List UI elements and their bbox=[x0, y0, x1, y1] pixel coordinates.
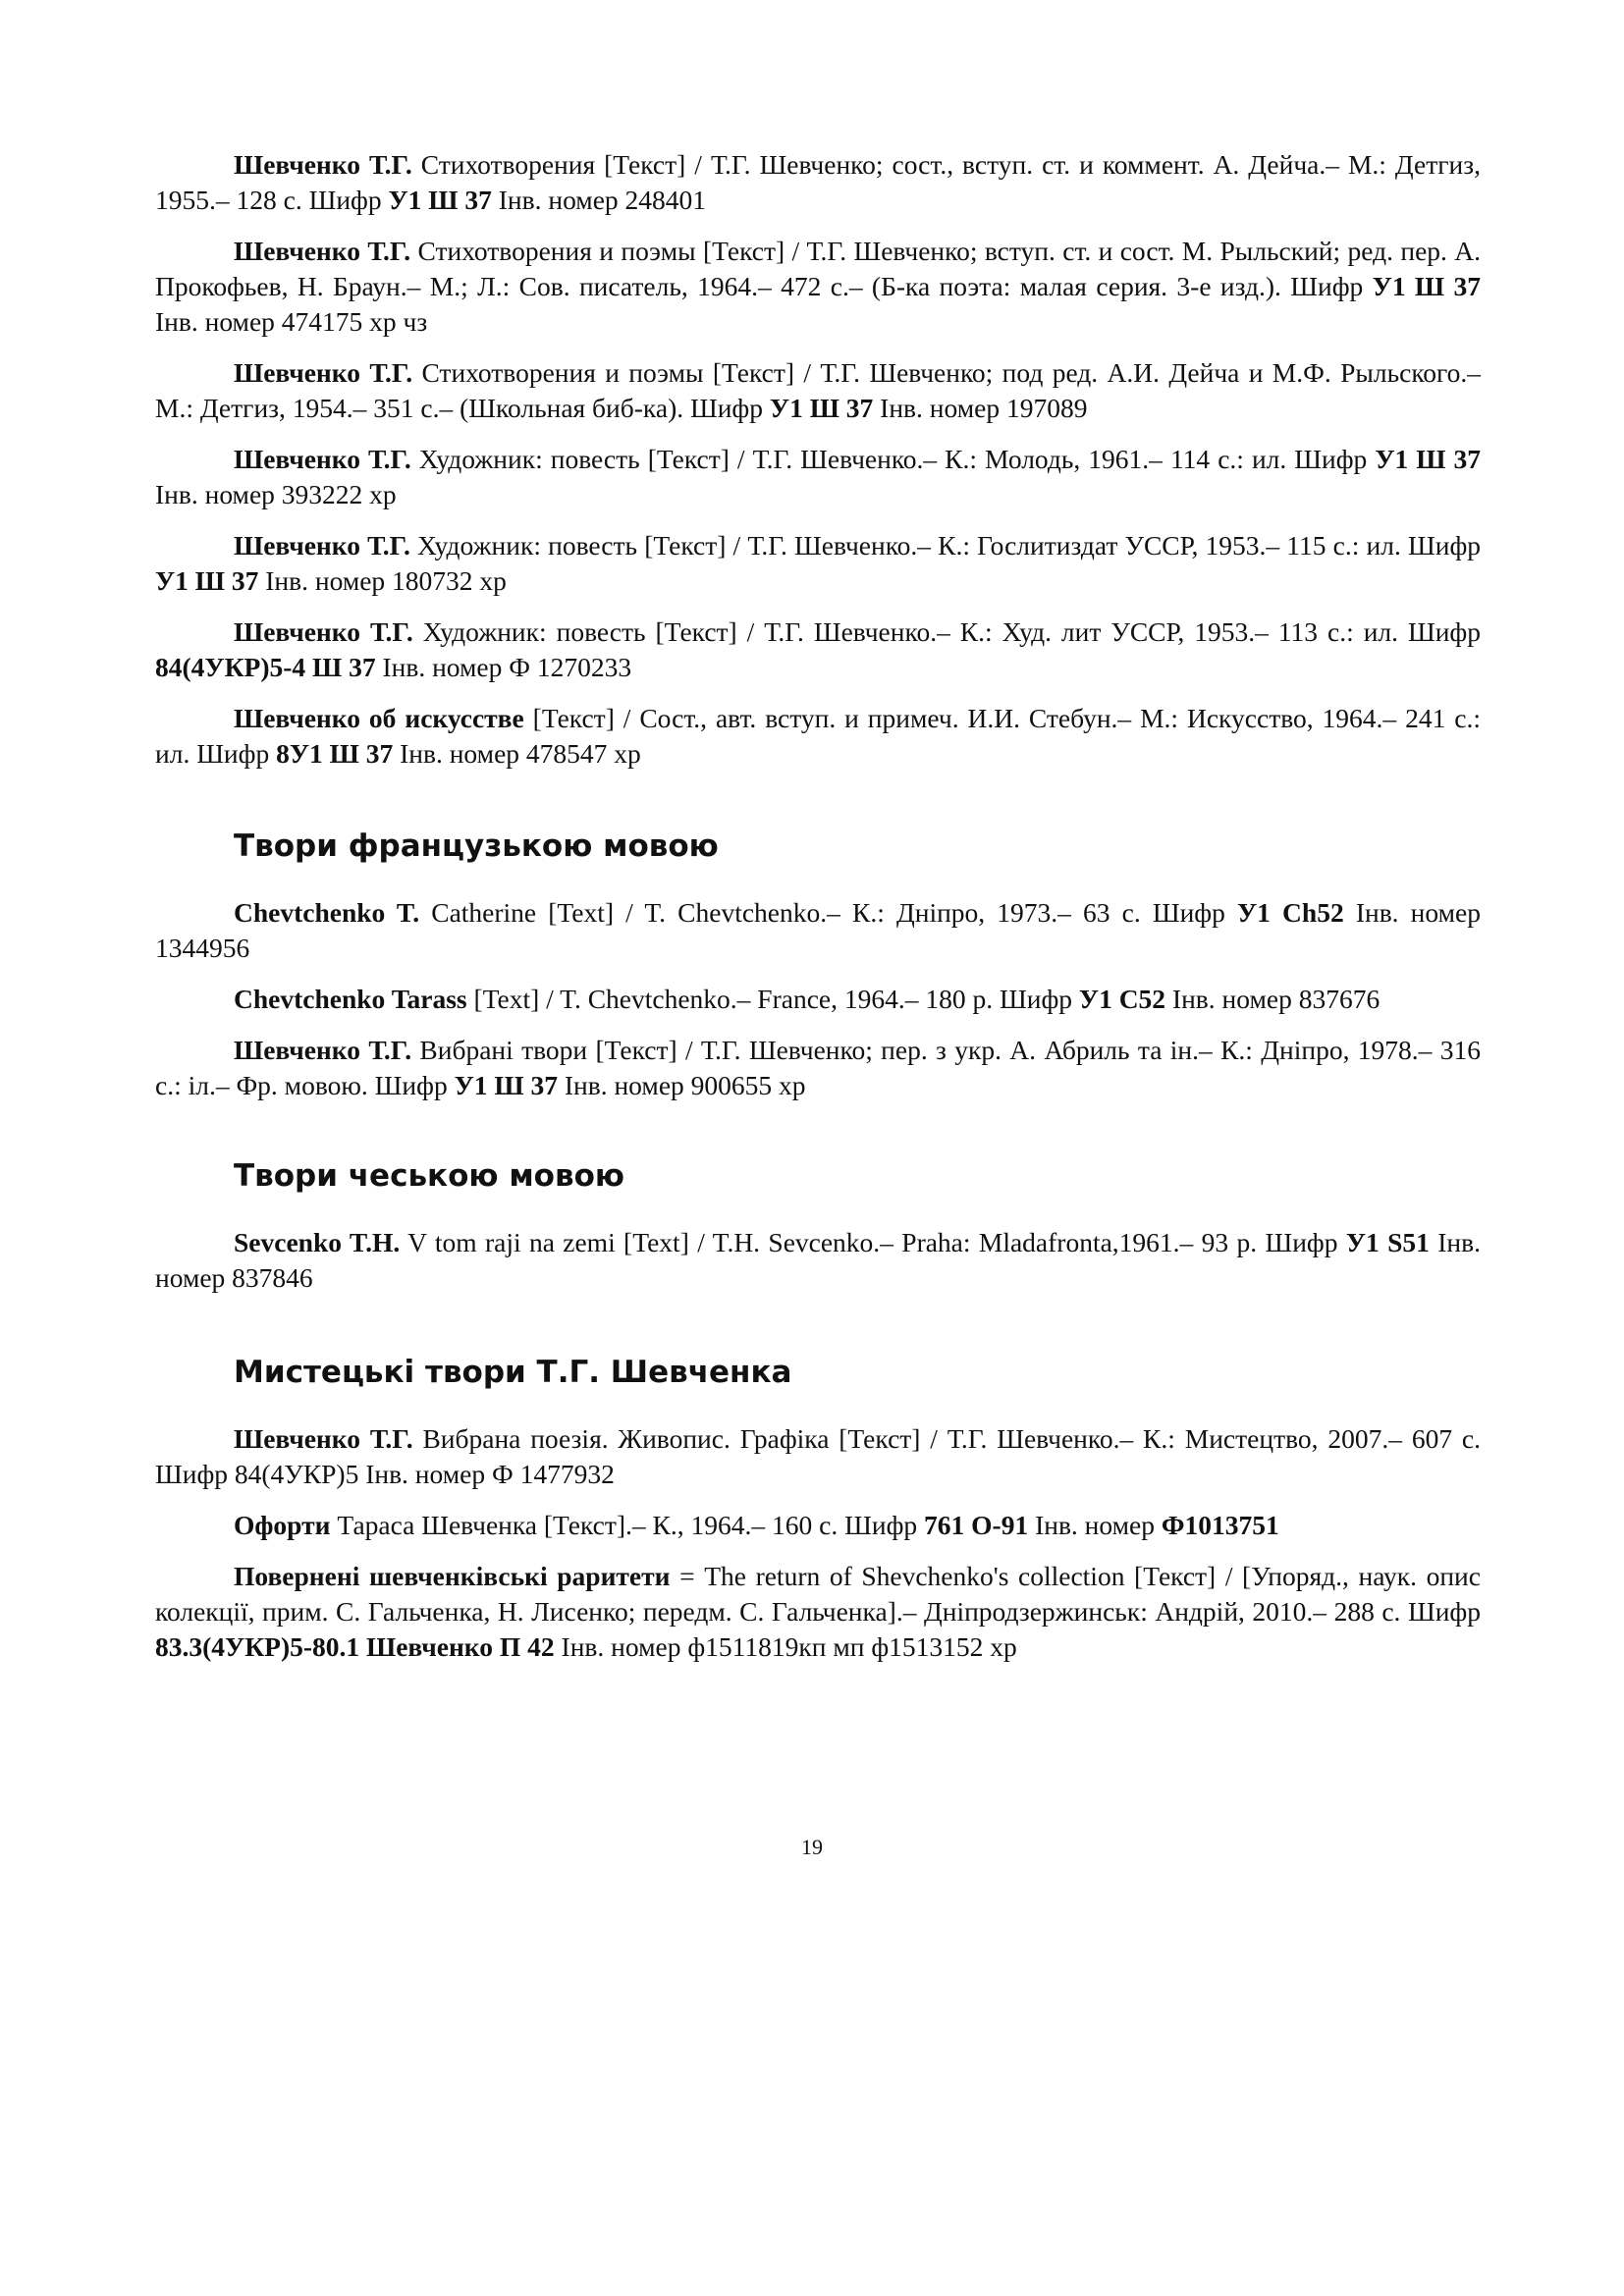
entry-shelfmark: 83.3(4УКР)5-80.1 Шевченко П 42 bbox=[155, 1631, 555, 1662]
entry-shelfmark: У1 Ш 37 bbox=[388, 185, 492, 215]
entry-text: Catherine [Text] / T. Chevtchenko.– К.: Дніпро, 1973.– 63 с. Шифр bbox=[419, 897, 1237, 928]
entry-author: Шевченко Т.Г. bbox=[234, 149, 412, 180]
bibliography-entry bbox=[155, 234, 1481, 340]
page-number: 19 bbox=[801, 1835, 823, 1859]
entry-inventory: Інв. номер 393222 хр bbox=[155, 479, 397, 509]
entry-inventory: Інв. номер 837676 bbox=[1165, 984, 1380, 1014]
entry-shelfmark: У1 C52 bbox=[1078, 984, 1166, 1014]
entry-shelfmark: 84(4УКР)5-4 Ш 37 bbox=[155, 652, 376, 682]
entry-author: Шевченко об искусстве bbox=[234, 703, 524, 733]
entry-author: Chevtchenko Tarass bbox=[234, 984, 467, 1014]
entry-text: [Text] / T. Chevtchenko.– France, 1964.– 180 p. Шифр bbox=[466, 984, 1079, 1014]
section-czech-works bbox=[155, 1156, 1481, 1296]
entry-inventory: Інв. номер 248401 bbox=[491, 185, 707, 215]
entry-text: Вибрана поезія. Живопис. Графіка [Текст] / Т.Г. Шевченко.– К.: Мистецтво, 2007.– 607 с. Шифр 84(4УКР)5 Інв. номер Ф 1477932 bbox=[155, 1423, 1482, 1489]
section-heading: Твори французькою мовою bbox=[234, 828, 719, 864]
entry-inventory-number: Ф1013751 bbox=[1161, 1510, 1279, 1540]
bibliography-entry bbox=[155, 355, 1481, 426]
entry-inventory: Інв. номер bbox=[1028, 1510, 1162, 1540]
section-heading: Твори чеською мовою bbox=[234, 1158, 625, 1194]
bibliography-entry bbox=[155, 1033, 1481, 1103]
bibliography-entry bbox=[155, 1508, 1481, 1543]
entry-shelfmark: У1 Ш 37 bbox=[769, 393, 874, 423]
entry-shelfmark: У1 S51 bbox=[1345, 1227, 1430, 1257]
entry-text: [Текст] / Сост., авт. вступ. и примеч. И.И. Стебун.– М.: Искусство, 1964.– 241 с.: ил. Шифр bbox=[155, 703, 1482, 769]
entry-author: Шевченко Т.Г. bbox=[234, 616, 413, 647]
bibliography-entry bbox=[155, 1225, 1481, 1296]
entry-shelfmark: 8У1 Ш 37 bbox=[276, 738, 394, 769]
entry-author: Шевченко Т.Г. bbox=[234, 1423, 413, 1454]
entry-inventory: Інв. номер 478547 хр bbox=[393, 738, 641, 769]
entry-inventory: Інв. номер 900655 хр bbox=[557, 1070, 806, 1100]
entry-author: Шевченко Т.Г. bbox=[234, 236, 411, 266]
entry-author: Шевченко Т.Г. bbox=[234, 530, 410, 561]
entry-text: Стихотворения и поэмы [Текст] / Т.Г. Шевченко; вступ. ст. и сост. М. Рыльский; ред. пер. А. Прокофьев, Н. Браун.– М.; Л.: Сов. писатель, 1964.– 472 с.– (Б-ка поэта: малая серия. 3-е изд.). Шифр bbox=[155, 236, 1482, 301]
bibliography-entry bbox=[155, 701, 1481, 772]
section-art-works bbox=[155, 1353, 1481, 1665]
entry-inventory: Інв. номер Ф 1270233 bbox=[375, 652, 632, 682]
bibliography-entry bbox=[155, 442, 1481, 512]
entry-text: Стихотворения и поэмы [Текст] / Т.Г. Шевченко; под ред. А.И. Дейча и М.Ф. Рыльского.– М.: Детгиз, 1954.– 351 с.– (Школьная биб-ка). Шифр bbox=[155, 357, 1482, 423]
entry-text: Художник: повесть [Текст] / Т.Г. Шевченко.– К.: Худ. лит УССР, 1953.– 113 с.: ил. Шифр bbox=[412, 616, 1482, 647]
entry-inventory: Інв. номер 180732 хр bbox=[258, 565, 507, 596]
entry-inventory: Інв. номер 1344956 bbox=[155, 897, 1481, 963]
entry-shelfmark: У1 Ш 37 bbox=[454, 1070, 558, 1100]
entry-text: = The return of Shevchenko's collection [Текст] / [Упоряд., наук. опис колекції, прим. С. Гальченка, Н. Лисенко; передм. С. Гальченка].– Дніпродзержинськ: Андрій, 2010.– 288 с. Шифр bbox=[155, 1561, 1481, 1627]
entry-shelfmark: 761 О-91 bbox=[924, 1510, 1029, 1540]
entry-author: Офорти bbox=[234, 1510, 331, 1540]
entry-text: Тараса Шевченка [Текст].– К., 1964.– 160 с. Шифр bbox=[330, 1510, 925, 1540]
entry-author: Шевченко Т.Г. bbox=[234, 1035, 412, 1065]
entry-inventory: Інв. номер 474175 хр чз bbox=[155, 306, 428, 337]
entry-author: Повернені шевченківські раритети bbox=[234, 1561, 671, 1591]
entry-shelfmark: У1 Ш 37 bbox=[155, 565, 259, 596]
bibliography-entry bbox=[155, 614, 1481, 685]
entry-author: Шевченко Т.Г. bbox=[234, 357, 413, 388]
entry-text: Художник: повесть [Текст] / Т.Г. Шевченко.– К.: Молодь, 1961.– 114 с.: ил. Шифр bbox=[410, 444, 1376, 474]
bibliography-entry bbox=[155, 895, 1481, 966]
entry-shelfmark: У1 Ш 37 bbox=[1372, 271, 1481, 301]
bibliography bbox=[155, 147, 1481, 1681]
section-heading: Мистецькі твори Т.Г. Шевченка bbox=[234, 1355, 792, 1390]
entry-shelfmark: У1 Ch52 bbox=[1237, 897, 1344, 928]
entry-text: Стихотворения [Текст] / Т.Г. Шевченко; сост., вступ. ст. и коммент. А. Дейча.– М.: Детгиз, 1955.– 128 с. Шифр bbox=[155, 149, 1481, 215]
bibliography-entry bbox=[155, 147, 1481, 218]
section-french-works bbox=[155, 827, 1481, 1103]
entry-text: V tom raji na zemi [Text] / T.H. Sevcenko.– Praha: Mladafronta,1961.– 93 p. Шифр bbox=[400, 1227, 1346, 1257]
bibliography-entry bbox=[155, 1559, 1481, 1665]
entry-author: Шевченко Т.Г. bbox=[234, 444, 411, 474]
entry-text: Художник: повесть [Текст] / Т.Г. Шевченко.– К.: Гослитиздат УССР, 1953.– 115 с.: ил. Шифр bbox=[409, 530, 1482, 561]
entry-author: Chevtchenko T. bbox=[234, 897, 420, 928]
entry-shelfmark: У1 Ш 37 bbox=[1375, 444, 1481, 474]
bibliography-entry bbox=[155, 982, 1481, 1017]
entry-inventory: Інв. номер ф1511819кп мп ф1513152 хр bbox=[554, 1631, 1017, 1662]
entry-author: Sevcenko T.H. bbox=[234, 1227, 401, 1257]
section-russian-works bbox=[155, 147, 1481, 772]
bibliography-entry bbox=[155, 528, 1481, 599]
entry-inventory: Інв. номер 837846 bbox=[155, 1227, 1481, 1293]
bibliography-entry bbox=[155, 1421, 1481, 1492]
entry-inventory: Інв. номер 197089 bbox=[873, 393, 1088, 423]
entry-text: Вибрані твори [Текст] / Т.Г. Шевченко; пер. з укр. А. Абриль та ін.– К.: Дніпро, 1978.– 316 с.: іл.– Фр. мовою. Шифр bbox=[155, 1035, 1482, 1100]
